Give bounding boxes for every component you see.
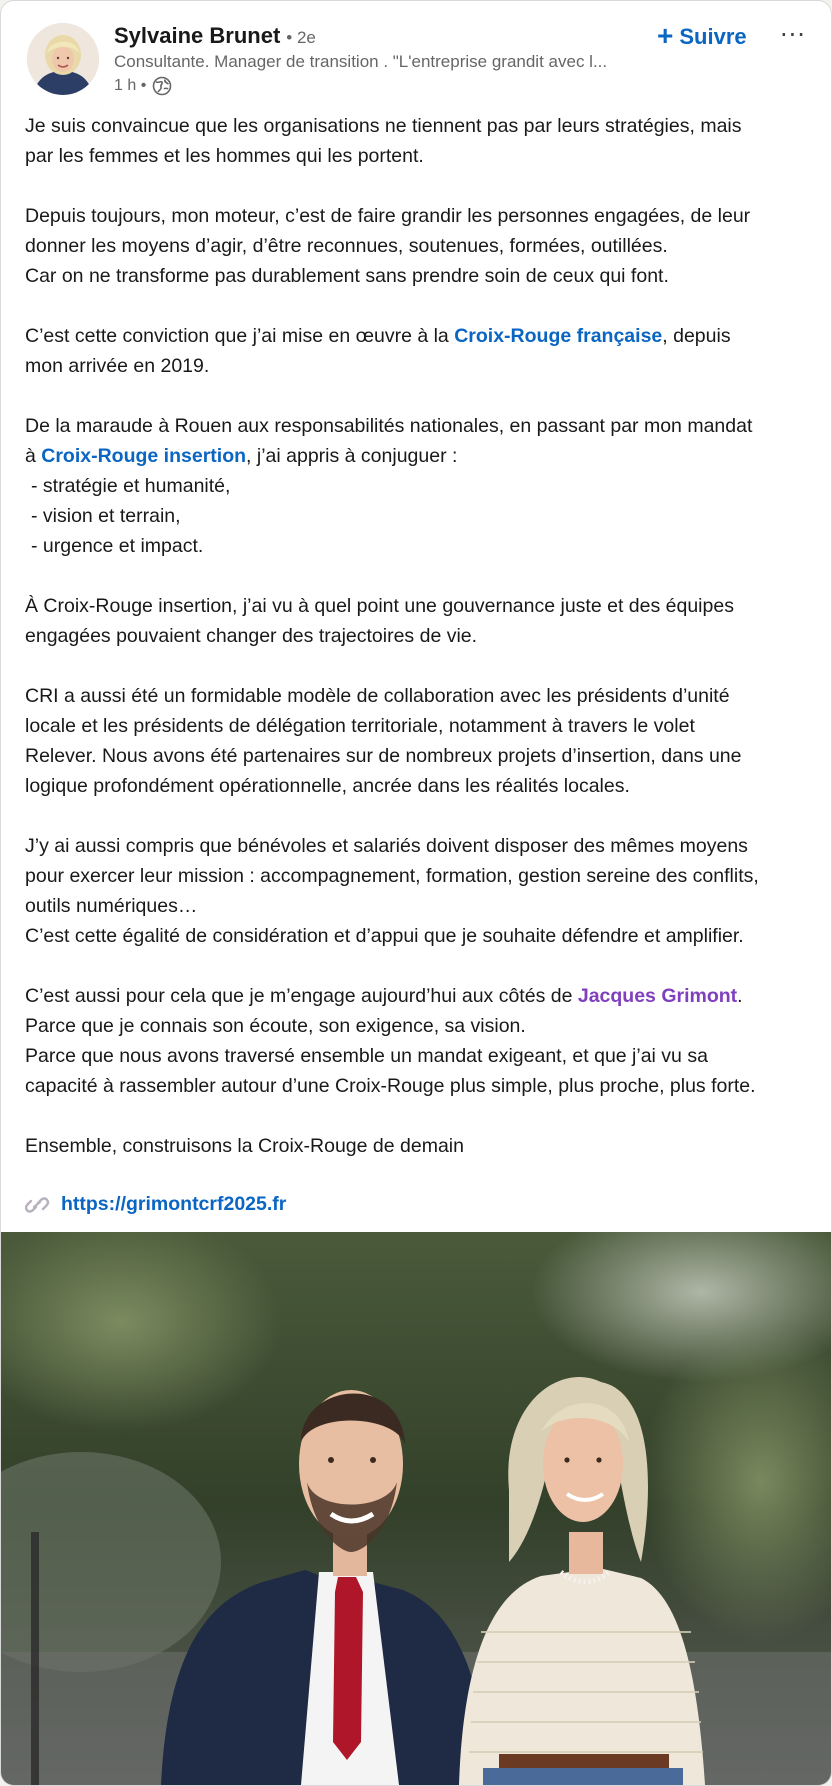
- plus-icon: +: [657, 19, 674, 51]
- paragraph-3: [25, 321, 815, 381]
- text-segment: C’est cette conviction que j’ai mise en œuvre à la: [25, 325, 455, 347]
- text-line: outils numériques…: [25, 895, 198, 917]
- mention-croix-rouge-insertion[interactable]: Croix-Rouge insertion: [41, 445, 247, 467]
- connection-degree: • 2e: [286, 28, 316, 47]
- paragraph-9: [25, 1131, 815, 1161]
- mention-croix-rouge-francaise[interactable]: Croix-Rouge française: [454, 325, 663, 347]
- external-url-link[interactable]: https://grimontcrf2025.fr: [61, 1193, 287, 1215]
- text-line: CRI a aussi été un formidable modèle de collaboration avec les présidents d’unité: [25, 685, 730, 707]
- text-line: À Croix-Rouge insertion, j’ai vu à quel point une gouvernance juste et des équipes: [25, 595, 734, 617]
- post-meta: [114, 76, 172, 96]
- text-segment: .: [737, 985, 743, 1007]
- text-line: donner les moyens d’agir, d’être reconnues, soutenues, formées, outillées.: [25, 235, 668, 257]
- text-line: Car on ne transforme pas durablement sans prendre soin de ceux qui font.: [25, 265, 669, 287]
- text-line: Parce que je connais son écoute, son exigence, sa vision.: [25, 1015, 526, 1037]
- text-line: J’y ai aussi compris que bénévoles et salariés doivent disposer des mêmes moyens: [25, 835, 748, 857]
- text-line: [25, 441, 815, 471]
- text-line: Ensemble, construisons la Croix-Rouge de demain: [25, 1135, 464, 1157]
- post-text: [25, 111, 815, 1219]
- text-line: Relever. Nous avons été partenaires sur de nombreux projets d’insertion, dans une: [25, 745, 742, 767]
- paragraph-5: [25, 591, 815, 651]
- author-headline: Consultante. Manager de transition . "L'entreprise grandit avec l...: [114, 52, 608, 71]
- text-line: logique profondément opérationnelle, ancrée dans les réalités locales.: [25, 775, 630, 797]
- follow-label: Suivre: [679, 24, 747, 49]
- follow-button[interactable]: [651, 19, 753, 55]
- text-line: Je suis convaincue que les organisations ne tiennent pas par leurs stratégies, mais: [25, 115, 742, 137]
- paragraph-4: [25, 411, 815, 561]
- post-header: [1, 1, 831, 101]
- paragraph-7: [25, 831, 815, 951]
- text-line: pour exercer leur mission : accompagnement, formation, gestion sereine des conflits,: [25, 865, 759, 887]
- text-line: [25, 321, 815, 351]
- bullet-item: - vision et terrain,: [31, 505, 181, 527]
- paragraph-1: [25, 111, 815, 171]
- external-link-row: [25, 1189, 815, 1219]
- text-line: mon arrivée en 2019.: [25, 355, 210, 377]
- author-name-text[interactable]: Sylvaine Brunet: [114, 23, 281, 48]
- text-segment: C’est aussi pour cela que je m’engage aujourd’hui aux côtés de: [25, 985, 578, 1007]
- bullet-item: - urgence et impact.: [31, 535, 204, 557]
- text-line: capacité à rassembler autour d’une Croix-Rouge plus simple, plus proche, plus forte.: [25, 1075, 756, 1097]
- mention-jacques-grimont[interactable]: Jacques Grimont: [577, 985, 738, 1007]
- text-segment: , j’ai appris à conjuguer :: [246, 445, 458, 467]
- text-segment: , depuis: [662, 325, 731, 347]
- post-photo[interactable]: [1, 1232, 831, 1785]
- text-line: engagées pouvaient changer des trajectoires de vie.: [25, 625, 478, 647]
- text-line: locale et les présidents de délégation territoriale, notamment à travers le volet: [25, 715, 695, 737]
- text-segment: à: [25, 445, 42, 467]
- paragraph-2: [25, 201, 815, 291]
- text-line: par les femmes et les hommes qui les portent.: [25, 145, 424, 167]
- bullet-item: - stratégie et humanité,: [31, 475, 231, 497]
- text-line: C’est cette égalité de considération et d’appui que je souhaite défendre et amplifier.: [25, 925, 744, 947]
- text-line: [25, 981, 815, 1011]
- text-line: Depuis toujours, mon moteur, c’est de faire grandir les personnes engagées, de leur: [25, 205, 751, 227]
- more-options-button[interactable]: ···: [773, 17, 813, 53]
- paragraph-6: [25, 681, 815, 801]
- post-time: 1 h •: [114, 77, 147, 94]
- text-line: Parce que nous avons traversé ensemble un mandat exigeant, et que j’ai vu sa: [25, 1045, 708, 1067]
- paragraph-8: [25, 981, 815, 1101]
- avatar[interactable]: [27, 23, 99, 95]
- author-name[interactable]: [114, 23, 316, 49]
- globe-icon: [152, 76, 172, 96]
- text-line: De la maraude à Rouen aux responsabilités nationales, en passant par mon mandat: [25, 415, 753, 437]
- link-icon: [25, 1194, 51, 1214]
